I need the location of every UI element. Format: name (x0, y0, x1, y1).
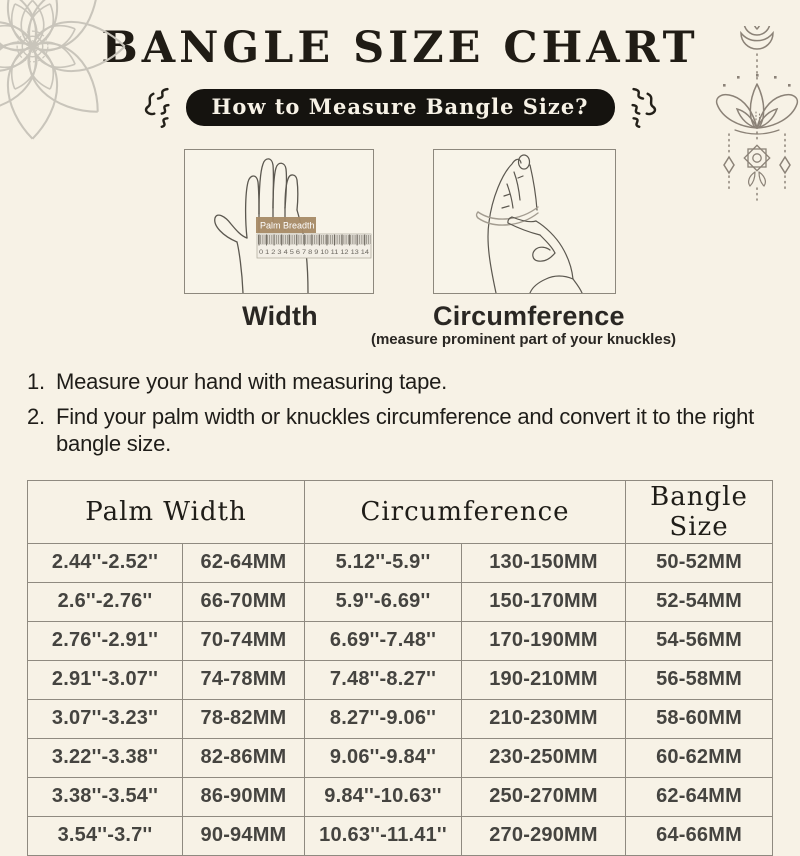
width-caption: Width (242, 301, 318, 332)
table-cell: 90-94MM (182, 816, 304, 855)
instructions-list (27, 368, 800, 458)
diagram-captions (0, 301, 800, 353)
circumference-diagram-box (433, 149, 616, 294)
table-row (27, 738, 772, 777)
table-cell: 56-58MM (626, 660, 773, 699)
circumference-caption-cell (370, 301, 677, 353)
table-cell: 9.84''-10.63'' (305, 777, 462, 816)
table-cell: 190-210MM (462, 660, 626, 699)
table-cell: 3.54''-3.7'' (27, 816, 182, 855)
table-cell: 54-56MM (626, 621, 773, 660)
table-cell: 86-90MM (182, 777, 304, 816)
table-cell: 52-54MM (626, 582, 773, 621)
table-cell: 2.76''-2.91'' (27, 621, 182, 660)
table-cell: 50-52MM (626, 543, 773, 582)
bangle-size-table (27, 480, 773, 856)
table-cell: 62-64MM (626, 777, 773, 816)
circumference-caption-note: (measure prominent part of your knuckles) (370, 331, 677, 349)
flourish-right-icon (627, 84, 659, 130)
circumference-caption: Circumference (433, 301, 625, 332)
hand-with-tape-illustration (434, 150, 615, 293)
palm-breadth-label: Palm Breadth (260, 220, 315, 231)
table-cell: 82-86MM (182, 738, 304, 777)
step-number: 1. (27, 369, 45, 395)
table-cell: 66-70MM (182, 582, 304, 621)
table-cell: 150-170MM (462, 582, 626, 621)
table-row (27, 777, 772, 816)
table-row (27, 699, 772, 738)
how-to-measure-pill: How to Measure Bangle Size? (186, 89, 615, 126)
ruler-numbers: 0 1 2 3 4 5 6 7 8 9 10 11 12 13 14 (259, 249, 370, 257)
table-cell: 62-64MM (182, 543, 304, 582)
table-header-row (27, 480, 772, 543)
table-row (27, 660, 772, 699)
lotus-ornament-icon (707, 26, 800, 204)
bangle-size-chart-infographic (0, 23, 800, 847)
table-cell: 6.69''-7.48'' (305, 621, 462, 660)
table-row (27, 621, 772, 660)
table-cell: 230-250MM (462, 738, 626, 777)
table-cell: 250-270MM (462, 777, 626, 816)
col-header-bangle-size: Bangle Size (626, 480, 773, 543)
measurement-diagrams (0, 149, 800, 294)
table-cell: 3.22''-3.38'' (27, 738, 182, 777)
table-cell: 3.07''-3.23'' (27, 699, 182, 738)
step-number: 2. (27, 403, 45, 429)
table-row (27, 543, 772, 582)
mandala-flower-icon (0, 0, 135, 149)
col-header-circumference: Circumference (305, 480, 626, 543)
table-cell: 58-60MM (626, 699, 773, 738)
step-text: Measure your hand with measuring tape. (56, 369, 448, 395)
col-header-palm-width: Palm Width (27, 480, 304, 543)
table-cell: 270-290MM (462, 816, 626, 855)
palm-breadth-tag (256, 217, 316, 233)
table-row (27, 582, 772, 621)
flourish-left-icon (142, 84, 174, 130)
table-cell: 70-74MM (182, 621, 304, 660)
table-cell: 74-78MM (182, 660, 304, 699)
table-cell: 5.12''-5.9'' (305, 543, 462, 582)
table-row (27, 816, 772, 855)
palm-width-diagram-box (184, 149, 374, 294)
table-cell: 170-190MM (462, 621, 626, 660)
instruction-step-2 (27, 403, 800, 458)
table-cell: 2.6''-2.76'' (27, 582, 182, 621)
table-cell: 130-150MM (462, 543, 626, 582)
instruction-step-1 (27, 368, 800, 396)
step-text: Find your palm width or knuckles circumference and convert it to the right bangle size. (56, 403, 755, 457)
table-cell: 10.63''-11.41'' (305, 816, 462, 855)
page-title: BANGLE SIZE CHART (101, 23, 699, 73)
table-cell: 78-82MM (182, 699, 304, 738)
table-cell: 2.44''-2.52'' (27, 543, 182, 582)
table-cell: 9.06''-9.84'' (305, 738, 462, 777)
table-cell: 64-66MM (626, 816, 773, 855)
table-cell: 8.27''-9.06'' (305, 699, 462, 738)
table-cell: 3.38''-3.54'' (27, 777, 182, 816)
table-cell: 5.9''-6.69'' (305, 582, 462, 621)
table-cell: 7.48''-8.27'' (305, 660, 462, 699)
table-cell: 210-230MM (462, 699, 626, 738)
hand-with-ruler-illustration (185, 150, 373, 293)
width-caption-cell (186, 301, 374, 353)
table-cell: 2.91''-3.07'' (27, 660, 182, 699)
table-cell: 60-62MM (626, 738, 773, 777)
